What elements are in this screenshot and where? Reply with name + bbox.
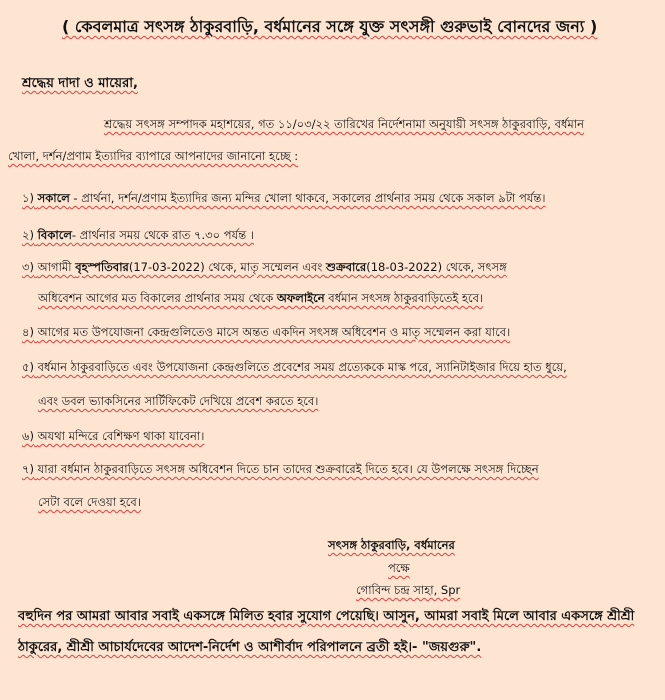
signature-on-behalf: পক্ষে <box>388 561 410 575</box>
list-item-7-line-2: সেটা বলে দেওয়া হবে। <box>38 495 141 509</box>
item-bold-thursday: বৃহস্পতিবার <box>75 260 129 274</box>
item-text-mid: (17-03-2022) থেকে, মাতৃ সম্মেলন এবং <box>128 260 327 274</box>
item-number: ৫) <box>22 360 34 374</box>
list-item-5 <box>22 359 567 378</box>
intro-line-1: শ্রদ্ধেয় সৎসঙ্গ সম্পাদক মহাশয়ের, গত ১১/০৩/২২ তারিখের নির্দেশনামা অনুযায়ী সৎসঙ্গ ঠাকুরবাড়ি, বর্ধমান <box>104 117 585 131</box>
salutation: শ্রদ্ধেয় দাদা ও মায়েরা, <box>22 76 138 91</box>
item-text: বর্ধমান ঠাকুরবাড়িতে এবং উপযোজনা কেন্দ্রগুলিতে প্রবেশের সময় প্রত্যেককে মাস্ক পরে, স্যানিটাইজার দিয়ে হাত ধুয়ে, <box>37 360 567 374</box>
item-bold-friday: শুক্রবারে <box>326 260 367 274</box>
item-number: ১) <box>22 191 34 205</box>
list-item-5-line-2: এবং ডবল ভ্যাকসিনের সার্টিফিকেট দেখিয়ে প্রবেশ করতে হবে। <box>38 394 319 408</box>
signature-name: গোবিন্দ চন্দ্র সাহা, Spr <box>356 583 461 597</box>
list-item-3 <box>22 259 507 278</box>
closing-line-1: বহুদিন পর আমরা আবার সবাই একসঙ্গে মিলিত হবার সুযোগ পেয়েছি। আসুন, আমরা সবাই মিলে আবার একসঙ্গে শ্রীশ্রী <box>18 609 635 624</box>
item-text-post: বর্ধমান সৎসঙ্গ ঠাকুরবাড়িতেই হবে। <box>324 291 484 305</box>
item-text-pre: আগামী <box>37 260 76 274</box>
item-number: ২) <box>22 228 34 242</box>
item-text: অযথা মন্দিরে বেশিক্ষণ থাকা যাবেনা। <box>37 429 205 443</box>
item-bold-offline: অফলাইনে <box>276 291 325 305</box>
signature-org: সৎসঙ্গ ঠাকুরবাড়ি, বর্ধমানের <box>328 538 455 552</box>
list-item-2 <box>22 227 254 246</box>
item-number: ৭) <box>22 462 34 476</box>
item-bold-label: বিকালে <box>37 228 72 242</box>
item-number: ৪) <box>22 325 34 339</box>
list-item-6 <box>22 428 204 447</box>
item-text: যারা বর্ধমান ঠাকুরবাড়িতে সৎসঙ্গ অধিবেশন দিতে চান তাদের শুক্রবারেই দিতে হবে। যে উপলক্ষে সৎসঙ্গ দিচ্ছেন <box>37 462 539 476</box>
item-text: - প্রার্থনা, দর্শন/প্রণাম ইত্যাদির জন্য মন্দির খোলা থাকবে, সকালের প্রার্থনার সময় থেকে সকাল ৯টা পর্যন্ত। <box>69 191 546 205</box>
list-item-4 <box>22 324 510 343</box>
item-number: ৩) <box>22 260 34 274</box>
notice-header: ( কেবলমাত্র সৎসঙ্গ ঠাকুরবাড়ি, বর্ধমানের সঙ্গে যুক্ত সৎসঙ্গী গুরুভাই বোনদের জন্য ) <box>62 17 598 36</box>
item-number: ৬) <box>22 429 34 443</box>
closing-line-2: ঠাকুরের, শ্রীশ্রী আচার্যদেবের আদেশ-নির্দেশ ও আশীর্বাদ পরিপালনে ব্রতী হই।- "জয়গুরু". <box>18 640 482 655</box>
list-item-1 <box>22 190 545 209</box>
item-text-pre: অধিবেশন আগের মত বিকালের প্রার্থনার সময় থেকে <box>38 291 277 305</box>
item-text: - প্রার্থনার সময় থেকে রাত ৭.৩০ পর্যন্ত । <box>71 228 254 242</box>
item-text-post: (18-03-2022) থেকে, সৎসঙ্গ <box>366 260 507 274</box>
item-bold-label: সকালে <box>37 191 70 205</box>
item-text: আগের মত উপযোজনা কেন্দ্রগুলিতেও মাসে অন্তত একদিন সৎসঙ্গ অধিবেশন ও মাতৃ সম্মেলন করা যাবে। <box>37 325 511 339</box>
list-item-7 <box>22 461 539 480</box>
intro-line-2: খোলা, দর্শন/প্রণাম ইত্যাদির ব্যাপারে আপনাদের জানানো হচ্ছে : <box>8 149 299 163</box>
list-item-3-line-2 <box>38 290 483 309</box>
